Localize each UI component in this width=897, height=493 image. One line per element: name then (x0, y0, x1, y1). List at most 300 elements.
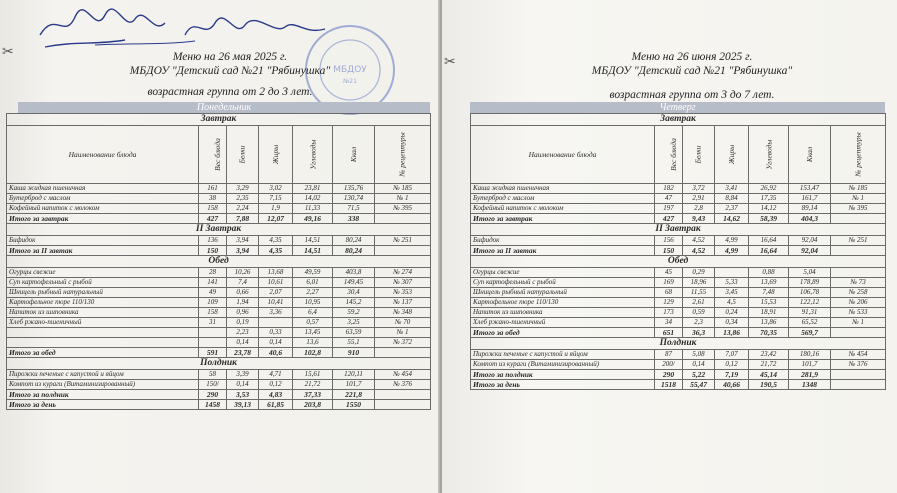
table-cell: 13,6 (293, 338, 333, 348)
table-cell: Картофельное пюре 110/130 (7, 298, 199, 308)
table-cell: 8,84 (715, 194, 749, 204)
day-label: Понедельник (18, 102, 430, 113)
table-cell: 2,27 (293, 288, 333, 298)
table-cell: Пирожки печеные с капустой и яйцом (7, 370, 199, 380)
column-header-label: Ккал (804, 146, 814, 163)
column-header-label: Наименование блюда (528, 150, 597, 159)
table-cell: № 376 (375, 380, 431, 390)
total-cell: Итого за завтрак (7, 214, 199, 224)
age-group: возрастная группа от 3 до 7 лет. (609, 89, 775, 101)
total-cell: 16,64 (749, 246, 789, 256)
table-cell: 15,61 (293, 370, 333, 380)
table-cell: 3,94 (227, 236, 259, 246)
table-cell: 5,08 (683, 350, 715, 360)
total-cell: Итого за полдник (471, 370, 655, 380)
section-header (7, 256, 431, 268)
total-cell: Итого за обед (471, 328, 655, 338)
total-cell: 3,53 (227, 390, 259, 400)
table-cell: № 533 (831, 308, 886, 318)
table-cell: 16,64 (749, 236, 789, 246)
table-cell: 1,94 (227, 298, 259, 308)
table-cell: Компот из кураги (Витаминизированный) (471, 360, 655, 370)
table-cell: 0,14 (227, 338, 259, 348)
column-header (199, 126, 227, 184)
table-cell: 135,76 (333, 184, 375, 194)
table-cell (7, 338, 199, 348)
table-cell: 10,26 (227, 268, 259, 278)
table-cell: 3,72 (683, 184, 715, 194)
column-header (471, 126, 655, 184)
total-cell: Итого за завтрак (471, 214, 655, 224)
table-cell: 13,68 (259, 268, 293, 278)
total-cell: 61,85 (259, 400, 293, 410)
table-cell: 10,41 (259, 298, 293, 308)
table-cell: № 206 (831, 298, 886, 308)
table-cell: Каша жидкая пшеничная (7, 184, 199, 194)
table-cell: 200/ (655, 360, 683, 370)
section-header (471, 114, 886, 126)
total-cell: 651 (655, 328, 683, 338)
total-cell: 1518 (655, 380, 683, 390)
table-cell: 18,91 (749, 308, 789, 318)
table-cell (199, 328, 227, 338)
table-cell: 28 (199, 268, 227, 278)
table-cell: Бифидок (471, 236, 655, 246)
total-cell: 39,13 (227, 400, 259, 410)
total-cell: 40,66 (715, 380, 749, 390)
column-header-label: Ккал (348, 146, 358, 163)
table-cell: 120,11 (333, 370, 375, 380)
table-cell: 109 (199, 298, 227, 308)
table-cell: 14,02 (293, 194, 333, 204)
table-cell: № 395 (375, 204, 431, 214)
table-cell: 21,72 (293, 380, 333, 390)
table-cell: 30,4 (333, 288, 375, 298)
total-cell: 49,16 (293, 214, 333, 224)
table-cell: 2,61 (683, 298, 715, 308)
table-row (7, 268, 431, 278)
signature-image (35, 5, 335, 53)
table-cell: Кофейный напиток с молоком (471, 204, 655, 214)
column-header-label: Наименование блюда (68, 150, 137, 159)
table-cell: № 348 (375, 308, 431, 318)
table-cell: Шницель рыбный натуральный (7, 288, 199, 298)
day-total-row (7, 400, 431, 410)
day-total-row (471, 380, 886, 390)
total-cell: 55,47 (683, 380, 715, 390)
column-header (375, 126, 431, 184)
total-cell: Итого за обед (7, 348, 199, 358)
total-cell: 3,94 (227, 246, 259, 256)
table-cell: 14,51 (293, 236, 333, 246)
table-cell: Каша жидкая пшеничная (471, 184, 655, 194)
table-cell: 45 (655, 268, 683, 278)
table-cell: 0,88 (749, 268, 789, 278)
total-cell: 4,52 (683, 246, 715, 256)
table-cell: 158 (199, 308, 227, 318)
column-header-label: Вес блюда (212, 138, 222, 171)
table-cell: № 353 (375, 288, 431, 298)
table-cell: № 70 (375, 318, 431, 328)
table-row (471, 350, 886, 360)
column-header-label: Углеводы (764, 139, 773, 170)
total-cell: 404,3 (789, 214, 831, 224)
table-cell: Пирожки печеные с капустой и яйцом (471, 350, 655, 360)
svg-text:МБДОУ: МБДОУ (333, 65, 367, 75)
table-row (471, 318, 886, 328)
table-cell: 7,4 (227, 278, 259, 288)
total-row (471, 370, 886, 380)
table-cell: 21,72 (749, 360, 789, 370)
table-cell: 3,45 (715, 288, 749, 298)
total-row (7, 214, 431, 224)
total-cell: 203,8 (293, 400, 333, 410)
table-cell: № 185 (831, 184, 886, 194)
table-row (7, 288, 431, 298)
total-cell (375, 348, 431, 358)
table-cell: 49,59 (293, 268, 333, 278)
table-cell: 0,96 (227, 308, 259, 318)
total-cell: 150 (199, 246, 227, 256)
table-cell: 3,39 (227, 370, 259, 380)
table-cell: № 372 (375, 338, 431, 348)
table-cell: 31 (199, 318, 227, 328)
table-cell: Хлеб ржано-пшеничный (471, 318, 655, 328)
total-cell: 427 (199, 214, 227, 224)
table-cell: Картофельное пюре 110/130 (471, 298, 655, 308)
table-cell: № 376 (831, 360, 886, 370)
total-cell: Итого за II завтак (7, 246, 199, 256)
table-cell: 80,24 (333, 236, 375, 246)
total-cell: 58,39 (749, 214, 789, 224)
column-header (789, 126, 831, 184)
table-cell: 3,25 (333, 318, 375, 328)
table-row (471, 288, 886, 298)
total-cell: 1550 (333, 400, 375, 410)
table-cell: 0,34 (715, 318, 749, 328)
total-cell: 92,04 (789, 246, 831, 256)
table-cell: 173 (655, 308, 683, 318)
table-row (7, 370, 431, 380)
total-cell: 338 (333, 214, 375, 224)
table-cell: 0,33 (259, 328, 293, 338)
table-cell (831, 268, 886, 278)
total-cell: 13,86 (715, 328, 749, 338)
section-title: Полдник (7, 358, 431, 370)
table-row (471, 298, 886, 308)
total-cell: 1458 (199, 400, 227, 410)
section-title: Обед (471, 256, 886, 268)
table-cell: 5,33 (715, 278, 749, 288)
column-header (259, 126, 293, 184)
table-cell: 13,86 (749, 318, 789, 328)
total-cell: 290 (655, 370, 683, 380)
table-cell: 1,9 (259, 204, 293, 214)
table-cell: 4,5 (715, 298, 749, 308)
table-cell: № 1 (831, 194, 886, 204)
total-cell: 569,7 (789, 328, 831, 338)
total-cell: 591 (199, 348, 227, 358)
total-cell: 12,07 (259, 214, 293, 224)
table-cell: 11,33 (293, 204, 333, 214)
total-cell: 4,99 (715, 246, 749, 256)
total-cell (831, 246, 886, 256)
table-cell: 7,07 (715, 350, 749, 360)
organization-name: МБДОУ "Детский сад №21 "Рябинушка" (129, 65, 331, 77)
table-cell: 2,23 (227, 328, 259, 338)
table-cell: Кофейный напиток с молоком (7, 204, 199, 214)
section-header (471, 256, 886, 268)
total-cell: 36,3 (683, 328, 715, 338)
table-cell: 2,24 (227, 204, 259, 214)
section-header (7, 114, 431, 126)
table-row (471, 308, 886, 318)
table-cell: 89,14 (789, 204, 831, 214)
total-cell (831, 214, 886, 224)
column-header (655, 126, 683, 184)
table-row (471, 194, 886, 204)
column-header (683, 126, 715, 184)
table-cell: № 251 (831, 236, 886, 246)
age-group: возрастная группа от 2 до 3 лет. (147, 86, 313, 98)
table-row (7, 308, 431, 318)
table-cell: Напиток из шиповника (471, 308, 655, 318)
table-cell: 5,04 (789, 268, 831, 278)
column-header (293, 126, 333, 184)
table-cell: Шницель рыбный натуральный (471, 288, 655, 298)
total-cell: 80,24 (333, 246, 375, 256)
column-header-row (7, 126, 431, 184)
table-row (7, 298, 431, 308)
table-cell: 4,35 (259, 236, 293, 246)
table-cell: 59,2 (333, 308, 375, 318)
table-cell: 149,45 (333, 278, 375, 288)
table-cell: 2,8 (683, 204, 715, 214)
scissors-icon: ✂ (2, 45, 14, 60)
table-cell: Бутерброд с маслом (7, 194, 199, 204)
table-cell: 6,4 (293, 308, 333, 318)
column-header-label: Белки (237, 145, 247, 164)
table-cell: 130,74 (333, 194, 375, 204)
table-cell: 153,47 (789, 184, 831, 194)
section-header (7, 358, 431, 370)
table-cell: 58 (199, 370, 227, 380)
table-row (471, 278, 886, 288)
table-row (471, 184, 886, 194)
table-cell: 87 (655, 350, 683, 360)
table-cell: 4,52 (683, 236, 715, 246)
table-cell: № 454 (831, 350, 886, 360)
table-cell: 0,12 (259, 380, 293, 390)
total-cell: 102,8 (293, 348, 333, 358)
table-cell: 7,48 (749, 288, 789, 298)
column-header (831, 126, 886, 184)
total-cell: Итого за день (7, 400, 199, 410)
column-header-label: № рецептуры (853, 132, 863, 177)
right-menu-table (470, 113, 886, 390)
menu-title: Меню на 26 июня 2025 г. (631, 51, 753, 63)
table-cell: 91,31 (789, 308, 831, 318)
total-cell: 221,8 (333, 390, 375, 400)
table-cell: 38 (199, 194, 227, 204)
table-cell: 92,04 (789, 236, 831, 246)
total-cell: 23,78 (227, 348, 259, 358)
table-cell: 2,3 (683, 318, 715, 328)
total-cell: 14,62 (715, 214, 749, 224)
total-cell: 37,33 (293, 390, 333, 400)
table-cell: 101,7 (789, 360, 831, 370)
column-header-label: Вес блюда (668, 138, 678, 171)
total-cell: 290 (199, 390, 227, 400)
table-cell: 180,16 (789, 350, 831, 360)
table-cell: 49 (199, 288, 227, 298)
total-cell (375, 246, 431, 256)
table-cell: 11,55 (683, 288, 715, 298)
table-cell (259, 318, 293, 328)
table-row (7, 204, 431, 214)
table-cell: 68 (655, 288, 683, 298)
table-row (471, 236, 886, 246)
total-cell (831, 370, 886, 380)
table-cell: 63,59 (333, 328, 375, 338)
table-cell: 3,36 (259, 308, 293, 318)
table-cell: 0,59 (683, 308, 715, 318)
total-cell: 40,6 (259, 348, 293, 358)
column-header (749, 126, 789, 184)
section-title: Обед (7, 256, 431, 268)
section-header (471, 338, 886, 350)
total-cell: 5,22 (683, 370, 715, 380)
total-row (7, 390, 431, 400)
table-cell: 106,78 (789, 288, 831, 298)
table-cell: № 395 (831, 204, 886, 214)
total-cell (375, 390, 431, 400)
total-cell: 1348 (789, 380, 831, 390)
table-cell: 23,81 (293, 184, 333, 194)
table-cell: 17,35 (749, 194, 789, 204)
table-cell: 158 (199, 204, 227, 214)
table-cell: 0,29 (683, 268, 715, 278)
table-cell: 129 (655, 298, 683, 308)
total-cell (831, 380, 886, 390)
table-row (7, 328, 431, 338)
total-row (7, 246, 431, 256)
table-cell: 0,24 (715, 308, 749, 318)
table-cell: Огурцы свежие (471, 268, 655, 278)
table-row (7, 194, 431, 204)
table-row (471, 204, 886, 214)
table-cell: 122,12 (789, 298, 831, 308)
column-header (227, 126, 259, 184)
table-cell: Суп картофельный с рыбой (471, 278, 655, 288)
column-header-label: Жиры (270, 144, 280, 165)
section-title: Завтрак (471, 114, 886, 126)
total-cell (375, 400, 431, 410)
table-cell: 55,1 (333, 338, 375, 348)
table-cell: 23,42 (749, 350, 789, 360)
total-cell: 150 (655, 246, 683, 256)
section-header (7, 224, 431, 236)
table-row (471, 268, 886, 278)
table-cell: 2,07 (259, 288, 293, 298)
table-cell: № 454 (375, 370, 431, 380)
table-cell: № 137 (375, 298, 431, 308)
table-cell: 13,45 (293, 328, 333, 338)
table-cell: 34 (655, 318, 683, 328)
table-cell: 4,99 (715, 236, 749, 246)
table-cell (199, 338, 227, 348)
table-cell: 4,71 (259, 370, 293, 380)
table-cell: 182 (655, 184, 683, 194)
table-row (7, 380, 431, 390)
table-cell: 3,02 (259, 184, 293, 194)
table-cell: 2,37 (715, 204, 749, 214)
table-cell: 14,12 (749, 204, 789, 214)
left-menu-sheet (0, 0, 440, 493)
table-cell: № 1 (375, 328, 431, 338)
table-row (471, 360, 886, 370)
menu-title: Меню на 26 мая 2025 г. (172, 51, 288, 63)
total-cell: 427 (655, 214, 683, 224)
table-cell (7, 328, 199, 338)
table-cell: № 307 (375, 278, 431, 288)
total-row (471, 328, 886, 338)
right-menu-sheet (442, 0, 897, 493)
total-cell: Итого за полдник (7, 390, 199, 400)
column-header (715, 126, 749, 184)
table-cell: Компот из кураги (Витаминизированный) (7, 380, 199, 390)
table-cell: № 258 (831, 288, 886, 298)
table-cell: № 1 (375, 194, 431, 204)
table-cell: 150/ (199, 380, 227, 390)
table-cell: 156 (655, 236, 683, 246)
table-cell: 65,52 (789, 318, 831, 328)
table-cell (715, 268, 749, 278)
table-row (7, 236, 431, 246)
table-cell: 13,69 (749, 278, 789, 288)
table-row (7, 278, 431, 288)
table-cell: 101,7 (333, 380, 375, 390)
table-cell: 0,14 (683, 360, 715, 370)
table-row (7, 184, 431, 194)
table-cell: 47 (655, 194, 683, 204)
table-row (7, 318, 431, 328)
column-header (7, 126, 199, 184)
table-cell: 71,5 (333, 204, 375, 214)
table-cell: 0,14 (227, 380, 259, 390)
table-cell: 26,92 (749, 184, 789, 194)
table-cell: 6,01 (293, 278, 333, 288)
table-cell: Суп картофельный с рыбой (7, 278, 199, 288)
scissors-icon: ✂ (444, 55, 456, 70)
total-cell: 4,35 (259, 246, 293, 256)
table-cell: 2,35 (227, 194, 259, 204)
total-cell: 45,14 (749, 370, 789, 380)
table-cell: Хлеб ржано-пшеничный (7, 318, 199, 328)
table-cell: 3,29 (227, 184, 259, 194)
svg-text:№21: №21 (343, 78, 357, 85)
total-row (471, 246, 886, 256)
total-cell (375, 214, 431, 224)
table-cell: № 1 (831, 318, 886, 328)
column-header-row (471, 126, 886, 184)
table-cell: 10,95 (293, 298, 333, 308)
table-cell: 169 (655, 278, 683, 288)
total-cell: 14,51 (293, 246, 333, 256)
total-cell: 70,35 (749, 328, 789, 338)
column-header-label: Углеводы (308, 139, 317, 170)
table-cell: 136 (199, 236, 227, 246)
